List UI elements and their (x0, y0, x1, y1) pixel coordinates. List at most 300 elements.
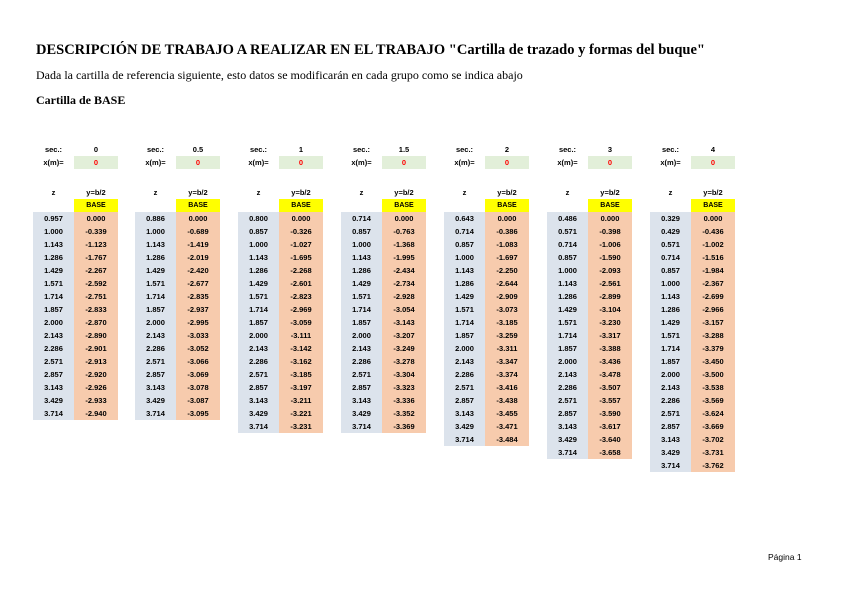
y-value: 0.000 (176, 212, 220, 225)
y-value: -2.267 (74, 264, 118, 277)
table-row (341, 238, 426, 251)
table-row (238, 342, 323, 355)
page-number: Página 1 (768, 552, 802, 562)
y-value: -3.211 (279, 394, 323, 407)
base-spacer (33, 199, 74, 212)
table-row (444, 156, 529, 169)
table-row (33, 238, 118, 251)
table-row (341, 329, 426, 342)
z-value: 2.000 (547, 355, 588, 368)
table-row (33, 264, 118, 277)
z-column-header: z (256, 188, 261, 197)
z-value: 3.714 (238, 420, 279, 433)
y-value: -0.326 (279, 225, 323, 238)
table-row (33, 342, 118, 355)
table-row (238, 264, 323, 277)
y-value: -3.658 (588, 446, 632, 459)
table-row (33, 290, 118, 303)
table-row (238, 143, 323, 156)
table-row (238, 329, 323, 342)
z-value: 1.143 (650, 290, 691, 303)
z-column-header: z (462, 188, 467, 197)
x-label: x(m)= (454, 158, 475, 167)
section-heading: Cartilla de BASE (36, 93, 126, 107)
z-value: 1.000 (341, 238, 382, 251)
y-value: -3.059 (279, 316, 323, 329)
y-value: -0.689 (176, 225, 220, 238)
table-row (547, 290, 632, 303)
table-row (238, 316, 323, 329)
y-value: -3.369 (382, 420, 426, 433)
z-value: 2.143 (135, 329, 176, 342)
table-row (341, 303, 426, 316)
y-value: -2.250 (485, 264, 529, 277)
z-value: 2.143 (341, 342, 382, 355)
table-row (650, 143, 735, 156)
y-value: -1.123 (74, 238, 118, 251)
table-row (341, 225, 426, 238)
base-label: BASE (176, 199, 220, 212)
sec-label: sec.: (558, 145, 577, 154)
table-row (33, 303, 118, 316)
table-row (341, 394, 426, 407)
y-value: -2.592 (74, 277, 118, 290)
y-value: -2.677 (176, 277, 220, 290)
z-value: 1.714 (238, 303, 279, 316)
table-row (238, 394, 323, 407)
z-value: 2.286 (238, 355, 279, 368)
table-row (650, 433, 735, 446)
table-row (547, 143, 632, 156)
y-value: 0.000 (691, 212, 735, 225)
z-value: 1.857 (341, 316, 382, 329)
table-row (444, 394, 529, 407)
z-value: 2.000 (444, 342, 485, 355)
z-value: 1.857 (547, 342, 588, 355)
z-value: 1.429 (135, 264, 176, 277)
y-value: -3.500 (691, 368, 735, 381)
z-value: 2.000 (135, 316, 176, 329)
table-row (650, 264, 735, 277)
table-row (341, 342, 426, 355)
z-value: 0.857 (341, 225, 382, 238)
table-row (135, 143, 220, 156)
y-value: -3.388 (588, 342, 632, 355)
table-row (341, 264, 426, 277)
y-value: 0.000 (279, 212, 323, 225)
z-value: 1.143 (341, 251, 382, 264)
z-value: 3.143 (135, 381, 176, 394)
table-row (33, 251, 118, 264)
table-row (341, 251, 426, 264)
z-value: 2.000 (650, 368, 691, 381)
table-row (547, 277, 632, 290)
z-value: 1.571 (341, 290, 382, 303)
y-value: -3.111 (279, 329, 323, 342)
z-value: 1.571 (650, 329, 691, 342)
z-value: 1.286 (341, 264, 382, 277)
y-value: -2.870 (74, 316, 118, 329)
y-value: -3.185 (485, 316, 529, 329)
y-value: -3.288 (691, 329, 735, 342)
z-value: 3.429 (135, 394, 176, 407)
table-row (33, 143, 118, 156)
z-value: 2.286 (444, 368, 485, 381)
table-row (650, 381, 735, 394)
table-row (547, 433, 632, 446)
table-row (135, 381, 220, 394)
y-value: -3.033 (176, 329, 220, 342)
table-row (444, 316, 529, 329)
table-row (33, 212, 118, 225)
y-value: -3.669 (691, 420, 735, 433)
y-value: -0.436 (691, 225, 735, 238)
z-column-header: z (565, 188, 570, 197)
z-value: 0.857 (547, 251, 588, 264)
table-row (444, 238, 529, 251)
z-value: 0.714 (341, 212, 382, 225)
z-value: 2.000 (33, 316, 74, 329)
z-value: 1.571 (238, 290, 279, 303)
y-value: -3.557 (588, 394, 632, 407)
z-value: 0.857 (238, 225, 279, 238)
sec-value: 0.5 (192, 145, 204, 154)
table-row (650, 186, 735, 199)
table-row (135, 199, 220, 212)
sec-value: 0 (93, 145, 99, 154)
y-value: -2.093 (588, 264, 632, 277)
z-value: 1.143 (238, 251, 279, 264)
base-label: BASE (485, 199, 529, 212)
table-row (341, 368, 426, 381)
z-column-header: z (359, 188, 364, 197)
table-row (650, 316, 735, 329)
table-row (238, 277, 323, 290)
z-value: 3.429 (33, 394, 74, 407)
z-value: 2.571 (444, 381, 485, 394)
table-row (341, 381, 426, 394)
z-value: 1.429 (238, 277, 279, 290)
y-value: -3.455 (485, 407, 529, 420)
z-value: 1.000 (650, 277, 691, 290)
z-value: 3.714 (547, 446, 588, 459)
table-row (444, 433, 529, 446)
base-spacer (238, 199, 279, 212)
table-row (135, 156, 220, 169)
y-value: -3.336 (382, 394, 426, 407)
y-value: -1.697 (485, 251, 529, 264)
z-value: 1.429 (444, 290, 485, 303)
z-value: 1.286 (135, 251, 176, 264)
table-row (547, 446, 632, 459)
y-value: -3.157 (691, 316, 735, 329)
table-row (33, 199, 118, 212)
x-label: x(m)= (557, 158, 578, 167)
table-row (650, 459, 735, 472)
y-value: -3.304 (382, 368, 426, 381)
y-value: -3.197 (279, 381, 323, 394)
table-row (444, 264, 529, 277)
y-value: -3.374 (485, 368, 529, 381)
y-value: -3.317 (588, 329, 632, 342)
y-value: -3.484 (485, 433, 529, 446)
z-value: 2.143 (547, 368, 588, 381)
z-value: 1.143 (547, 277, 588, 290)
y-column-header: y=b/2 (394, 188, 414, 197)
y-value: -1.590 (588, 251, 632, 264)
y-value: -2.835 (176, 290, 220, 303)
y-value: -3.731 (691, 446, 735, 459)
y-value: -3.069 (176, 368, 220, 381)
table-row (650, 156, 735, 169)
table-row (135, 355, 220, 368)
y-column-header: y=b/2 (600, 188, 620, 197)
sec-value: 1 (298, 145, 304, 154)
sec-label: sec.: (44, 145, 63, 154)
table-row (650, 238, 735, 251)
y-value: -1.995 (382, 251, 426, 264)
x-label: x(m)= (145, 158, 166, 167)
z-value: 3.143 (33, 381, 74, 394)
y-value: -0.398 (588, 225, 632, 238)
y-value: -3.762 (691, 459, 735, 472)
base-label: BASE (74, 199, 118, 212)
y-value: -2.928 (382, 290, 426, 303)
table-row (547, 316, 632, 329)
table-row (341, 407, 426, 420)
y-value: -1.027 (279, 238, 323, 251)
y-value: -3.221 (279, 407, 323, 420)
y-value: -3.640 (588, 433, 632, 446)
y-value: -3.207 (382, 329, 426, 342)
table-row (135, 264, 220, 277)
y-value: -1.984 (691, 264, 735, 277)
table-row (238, 156, 323, 169)
table-row (33, 355, 118, 368)
table-row (650, 446, 735, 459)
x-label: x(m)= (351, 158, 372, 167)
base-spacer (341, 199, 382, 212)
z-value: 1.143 (33, 238, 74, 251)
section-table (341, 143, 426, 433)
z-value: 0.571 (650, 238, 691, 251)
z-column-header: z (51, 188, 56, 197)
table-row (341, 212, 426, 225)
table-row (650, 368, 735, 381)
table-row (650, 212, 735, 225)
z-value: 2.857 (547, 407, 588, 420)
z-value: 2.857 (341, 381, 382, 394)
sec-value: 1.5 (398, 145, 410, 154)
z-value: 1.571 (33, 277, 74, 290)
table-row (547, 329, 632, 342)
table-row (547, 212, 632, 225)
table-row (341, 199, 426, 212)
z-value: 0.886 (135, 212, 176, 225)
sec-label: sec.: (352, 145, 371, 154)
table-row (238, 225, 323, 238)
y-value: -2.367 (691, 277, 735, 290)
table-row (547, 251, 632, 264)
y-value: -0.386 (485, 225, 529, 238)
z-value: 2.000 (238, 329, 279, 342)
y-column-header: y=b/2 (497, 188, 517, 197)
table-row (33, 407, 118, 420)
z-value: 2.143 (33, 329, 74, 342)
z-value: 3.429 (650, 446, 691, 459)
table-row (135, 407, 220, 420)
z-value: 0.714 (547, 238, 588, 251)
table-row (650, 199, 735, 212)
z-value: 1.286 (33, 251, 74, 264)
table-row (444, 143, 529, 156)
y-column-header: y=b/2 (86, 188, 106, 197)
y-value: -2.920 (74, 368, 118, 381)
z-value: 3.429 (444, 420, 485, 433)
table-row (33, 368, 118, 381)
z-value: 1.857 (650, 355, 691, 368)
table-row (650, 277, 735, 290)
table-row (135, 394, 220, 407)
y-value: -3.078 (176, 381, 220, 394)
table-row (341, 143, 426, 156)
y-value: -3.143 (382, 316, 426, 329)
y-value: -3.142 (279, 342, 323, 355)
table-row (238, 199, 323, 212)
z-value: 1.000 (547, 264, 588, 277)
z-value: 1.571 (444, 303, 485, 316)
z-value: 2.286 (341, 355, 382, 368)
y-value: -2.926 (74, 381, 118, 394)
y-value: -2.937 (176, 303, 220, 316)
y-value: -2.995 (176, 316, 220, 329)
z-value: 2.143 (444, 355, 485, 368)
z-column-header: z (153, 188, 158, 197)
table-row (238, 368, 323, 381)
table-row (135, 368, 220, 381)
y-value: -1.006 (588, 238, 632, 251)
z-value: 3.429 (238, 407, 279, 420)
sec-value: 4 (710, 145, 716, 154)
table-row (650, 251, 735, 264)
z-value: 3.714 (33, 407, 74, 420)
y-value: -2.644 (485, 277, 529, 290)
y-value: -2.901 (74, 342, 118, 355)
table-row (444, 342, 529, 355)
table-row (33, 329, 118, 342)
base-spacer (650, 199, 691, 212)
y-value: -2.561 (588, 277, 632, 290)
table-row (341, 290, 426, 303)
y-value: -3.104 (588, 303, 632, 316)
y-value: -3.450 (691, 355, 735, 368)
z-value: 1.000 (444, 251, 485, 264)
z-value: 1.000 (135, 225, 176, 238)
z-value: 1.571 (547, 316, 588, 329)
table-row (650, 355, 735, 368)
table-row (547, 186, 632, 199)
z-value: 2.571 (238, 368, 279, 381)
table-row (547, 303, 632, 316)
sec-label: sec.: (455, 145, 474, 154)
page-title: DESCRIPCIÓN DE TRABAJO A REALIZAR EN EL TRABAJO "Cartilla de trazado y formas del buque" (36, 42, 705, 58)
z-value: 2.571 (547, 394, 588, 407)
table-row (547, 199, 632, 212)
z-value: 1.857 (33, 303, 74, 316)
y-value: -3.052 (176, 342, 220, 355)
table-row (238, 290, 323, 303)
table-row (33, 277, 118, 290)
y-value: 0.000 (485, 212, 529, 225)
table-row (650, 290, 735, 303)
y-value: -1.695 (279, 251, 323, 264)
y-value: -2.019 (176, 251, 220, 264)
z-value: 0.857 (444, 238, 485, 251)
z-value: 3.143 (650, 433, 691, 446)
y-value: -3.590 (588, 407, 632, 420)
y-column-header: y=b/2 (703, 188, 723, 197)
z-value: 3.714 (650, 459, 691, 472)
x-value: 0 (382, 156, 426, 169)
y-value: -1.002 (691, 238, 735, 251)
table-row (547, 420, 632, 433)
table-row (341, 420, 426, 433)
y-value: -2.699 (691, 290, 735, 303)
base-label: BASE (691, 199, 735, 212)
z-value: 1.714 (444, 316, 485, 329)
x-label: x(m)= (248, 158, 269, 167)
y-value: -3.230 (588, 316, 632, 329)
y-value: -3.347 (485, 355, 529, 368)
y-value: 0.000 (74, 212, 118, 225)
y-value: -3.438 (485, 394, 529, 407)
y-value: -3.702 (691, 433, 735, 446)
z-value: 1.857 (135, 303, 176, 316)
z-value: 2.571 (341, 368, 382, 381)
y-value: -1.767 (74, 251, 118, 264)
y-value: -0.763 (382, 225, 426, 238)
table-row (444, 407, 529, 420)
z-value: 3.143 (547, 420, 588, 433)
table-row (444, 368, 529, 381)
z-value: 2.286 (33, 342, 74, 355)
z-value: 2.857 (33, 368, 74, 381)
y-value: -2.909 (485, 290, 529, 303)
sec-label: sec.: (146, 145, 165, 154)
z-value: 2.571 (33, 355, 74, 368)
y-value: -2.833 (74, 303, 118, 316)
y-value: -2.734 (382, 277, 426, 290)
z-value: 0.571 (547, 225, 588, 238)
table-row (33, 394, 118, 407)
table-row (547, 264, 632, 277)
table-row (135, 251, 220, 264)
y-value: -3.278 (382, 355, 426, 368)
z-value: 2.857 (135, 368, 176, 381)
z-value: 1.571 (135, 277, 176, 290)
table-row (650, 329, 735, 342)
table-row (135, 303, 220, 316)
section-table (444, 143, 529, 446)
table-row (341, 186, 426, 199)
z-value: 2.286 (650, 394, 691, 407)
table-row (135, 225, 220, 238)
y-value: -3.054 (382, 303, 426, 316)
table-row (135, 238, 220, 251)
table-row (444, 355, 529, 368)
y-value: -1.368 (382, 238, 426, 251)
z-value: 0.329 (650, 212, 691, 225)
